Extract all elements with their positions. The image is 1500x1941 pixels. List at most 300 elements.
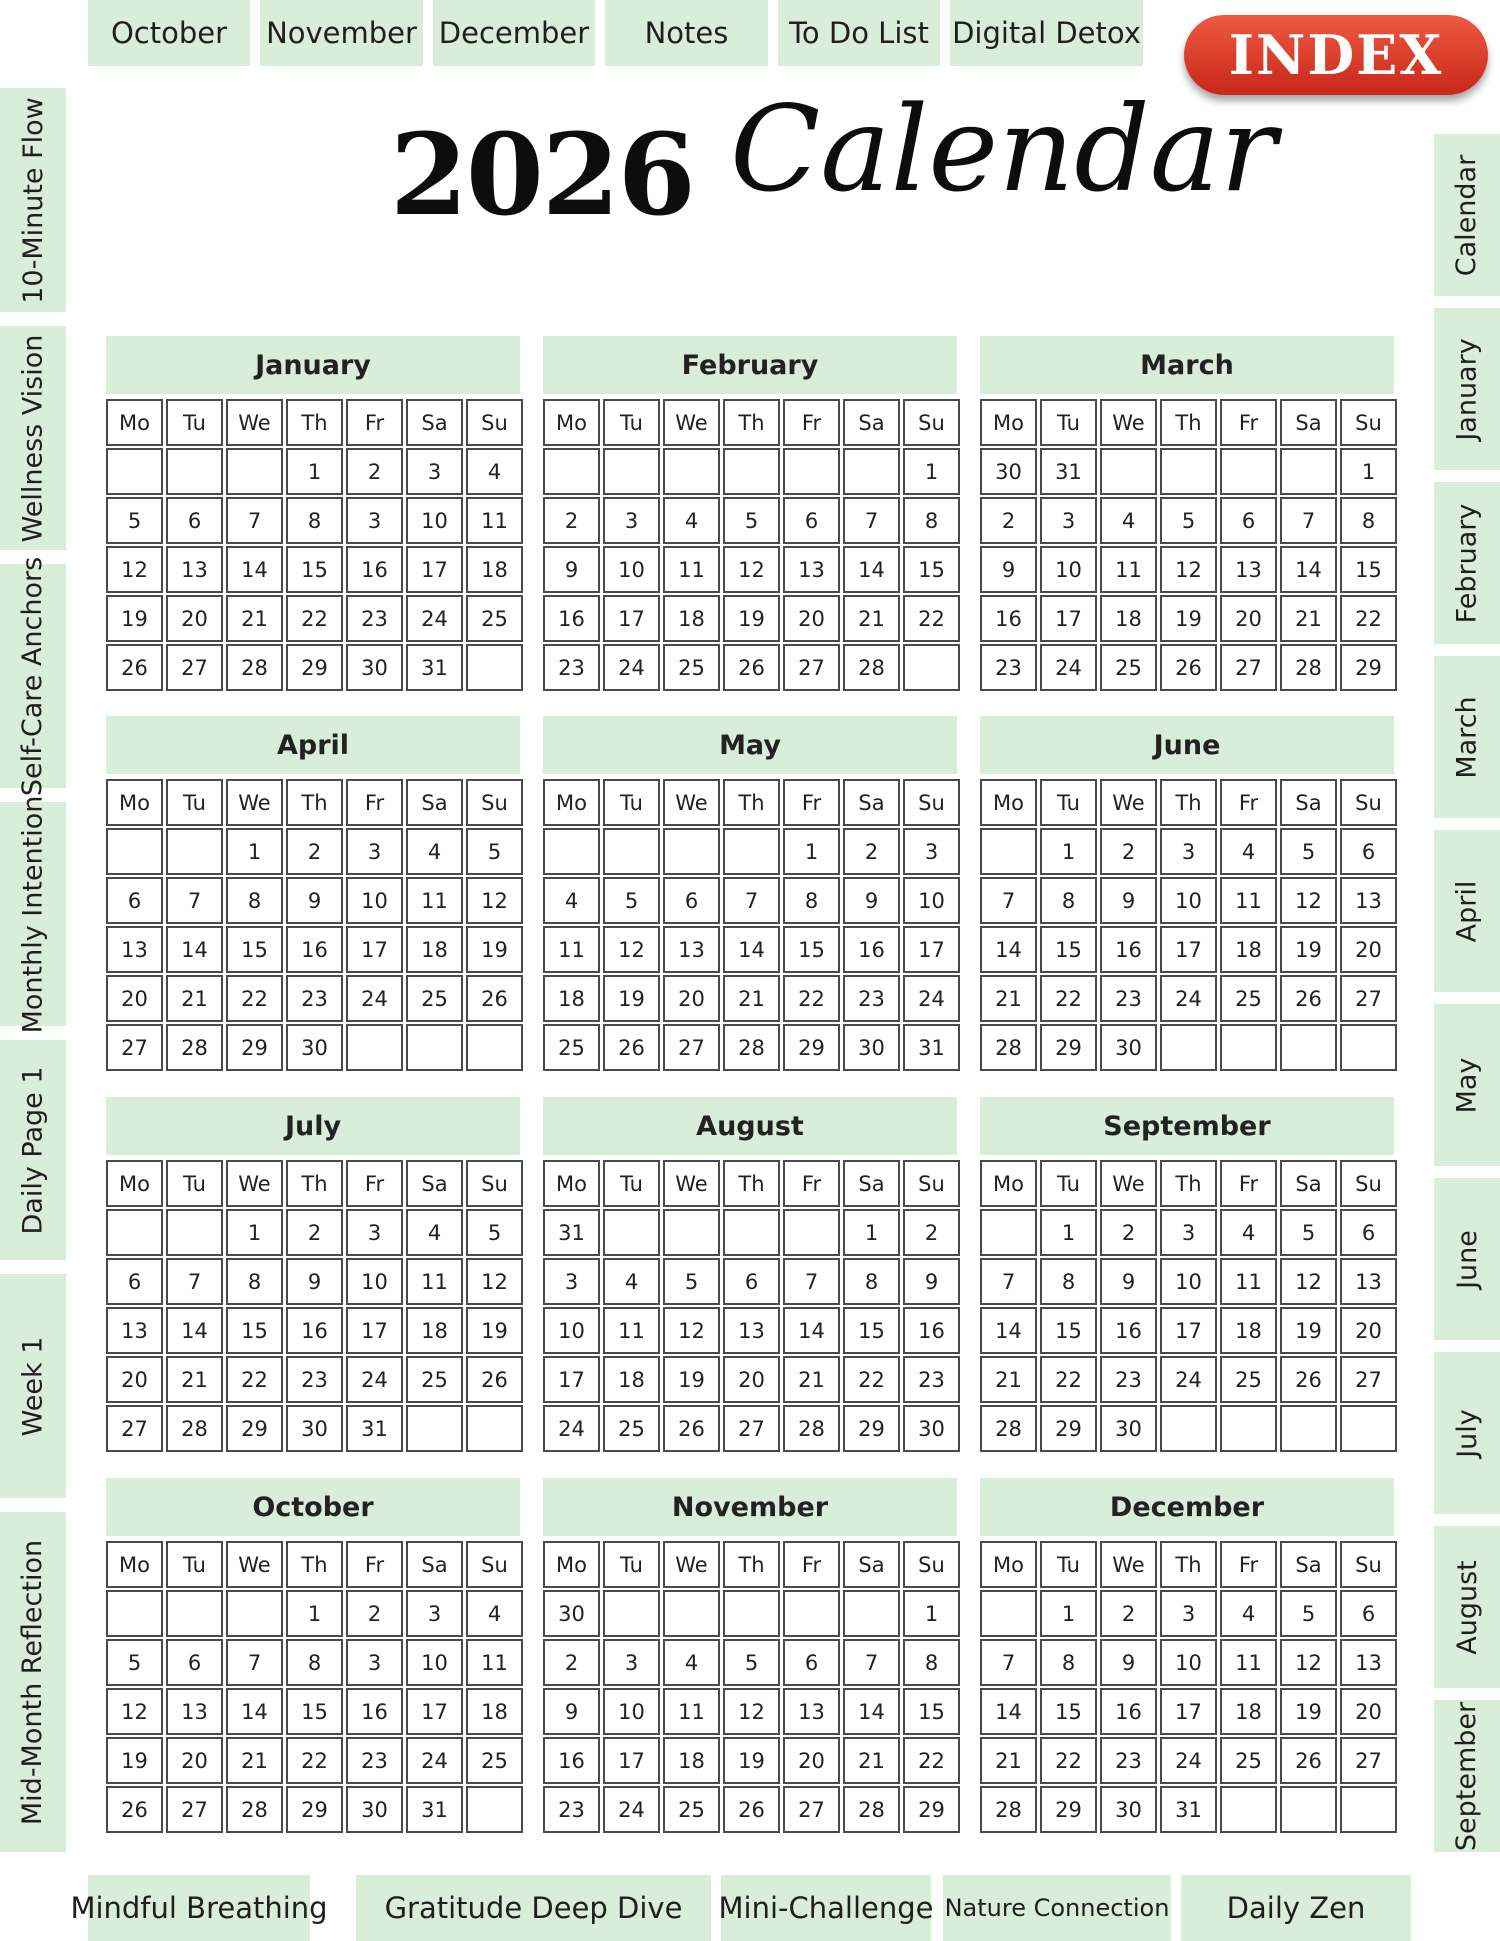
day-cell: 14 bbox=[166, 1307, 223, 1354]
empty-day-cell bbox=[466, 1024, 523, 1071]
day-cell: 12 bbox=[723, 546, 780, 593]
day-cell: 1 bbox=[1040, 1209, 1097, 1256]
tab-label: January bbox=[1451, 337, 1483, 441]
month-title: April bbox=[106, 716, 520, 774]
day-cell: 1 bbox=[286, 1590, 343, 1637]
day-cell: 15 bbox=[286, 1688, 343, 1735]
day-cell: 4 bbox=[1100, 497, 1157, 544]
day-cell: 21 bbox=[843, 1737, 900, 1784]
day-cell: 7 bbox=[980, 877, 1037, 924]
empty-day-cell bbox=[1160, 1405, 1217, 1452]
weekday-header: Fr bbox=[783, 399, 840, 446]
tab-mindful-breathing[interactable]: Mindful Breathing bbox=[88, 1875, 310, 1941]
empty-day-cell bbox=[980, 1209, 1037, 1256]
day-cell: 14 bbox=[226, 546, 283, 593]
day-cell: 27 bbox=[723, 1405, 780, 1452]
day-cell: 29 bbox=[1040, 1786, 1097, 1833]
day-cell: 1 bbox=[286, 448, 343, 495]
day-cell: 26 bbox=[106, 644, 163, 691]
day-cell: 10 bbox=[1160, 877, 1217, 924]
month-days-grid bbox=[980, 1541, 1394, 1833]
day-cell: 26 bbox=[466, 1356, 523, 1403]
day-cell: 2 bbox=[1100, 828, 1157, 875]
day-cell: 16 bbox=[980, 595, 1037, 642]
day-cell: 19 bbox=[603, 975, 660, 1022]
day-cell: 28 bbox=[226, 644, 283, 691]
tab-label: February bbox=[1451, 503, 1483, 623]
day-cell: 16 bbox=[843, 926, 900, 973]
weekday-header: Mo bbox=[980, 779, 1037, 826]
tab-may[interactable] bbox=[1434, 1004, 1500, 1166]
weekday-header: Th bbox=[286, 1160, 343, 1207]
day-cell: 3 bbox=[1160, 1590, 1217, 1637]
day-cell: 27 bbox=[166, 644, 223, 691]
day-cell: 20 bbox=[1340, 1307, 1397, 1354]
day-cell: 9 bbox=[543, 1688, 600, 1735]
day-cell: 26 bbox=[723, 1786, 780, 1833]
day-cell: 24 bbox=[603, 644, 660, 691]
weekday-header: Th bbox=[723, 1541, 780, 1588]
day-cell: 19 bbox=[466, 1307, 523, 1354]
weekday-header: Th bbox=[1160, 1541, 1217, 1588]
day-cell: 29 bbox=[843, 1405, 900, 1452]
weekday-header: We bbox=[1100, 399, 1157, 446]
empty-day-cell bbox=[1340, 1786, 1397, 1833]
day-cell: 4 bbox=[406, 828, 463, 875]
day-cell: 15 bbox=[1040, 926, 1097, 973]
day-cell: 15 bbox=[226, 926, 283, 973]
day-cell: 8 bbox=[1040, 1639, 1097, 1686]
empty-day-cell bbox=[346, 1024, 403, 1071]
day-cell: 2 bbox=[543, 497, 600, 544]
day-cell: 21 bbox=[980, 975, 1037, 1022]
day-cell: 4 bbox=[1220, 1590, 1277, 1637]
day-cell: 6 bbox=[166, 497, 223, 544]
tab-february[interactable] bbox=[1434, 482, 1500, 644]
weekday-header: Tu bbox=[1040, 1160, 1097, 1207]
day-cell: 10 bbox=[1160, 1639, 1217, 1686]
tab-calendar[interactable] bbox=[1434, 134, 1500, 296]
weekday-header: Mo bbox=[980, 399, 1037, 446]
weekday-header: Su bbox=[903, 399, 960, 446]
month-march bbox=[980, 336, 1394, 691]
tab-april[interactable] bbox=[1434, 830, 1500, 992]
day-cell: 3 bbox=[1160, 1209, 1217, 1256]
day-cell: 12 bbox=[663, 1307, 720, 1354]
month-days-grid bbox=[106, 1160, 520, 1452]
weekday-header: Sa bbox=[1280, 399, 1337, 446]
day-cell: 19 bbox=[1280, 926, 1337, 973]
day-cell: 13 bbox=[1340, 877, 1397, 924]
day-cell: 5 bbox=[106, 1639, 163, 1686]
tab-label: Mid-Month Reflection bbox=[17, 1539, 49, 1825]
day-cell: 8 bbox=[1040, 1258, 1097, 1305]
day-cell: 24 bbox=[1040, 644, 1097, 691]
day-cell: 16 bbox=[286, 1307, 343, 1354]
day-cell: 17 bbox=[603, 595, 660, 642]
day-cell: 19 bbox=[663, 1356, 720, 1403]
title-year: 2026 bbox=[390, 110, 694, 241]
day-cell: 2 bbox=[286, 828, 343, 875]
day-cell: 9 bbox=[1100, 877, 1157, 924]
empty-day-cell bbox=[543, 828, 600, 875]
day-cell: 12 bbox=[106, 546, 163, 593]
day-cell: 15 bbox=[903, 1688, 960, 1735]
empty-day-cell bbox=[663, 448, 720, 495]
day-cell: 28 bbox=[166, 1405, 223, 1452]
month-title: November bbox=[543, 1478, 957, 1536]
day-cell: 31 bbox=[406, 1786, 463, 1833]
day-cell: 28 bbox=[166, 1024, 223, 1071]
tab-november[interactable]: November bbox=[260, 0, 423, 66]
empty-day-cell bbox=[466, 1786, 523, 1833]
day-cell: 27 bbox=[783, 1786, 840, 1833]
weekday-header: Mo bbox=[543, 779, 600, 826]
weekday-header: We bbox=[663, 1160, 720, 1207]
day-cell: 15 bbox=[226, 1307, 283, 1354]
weekday-header: Mo bbox=[106, 1541, 163, 1588]
day-cell: 15 bbox=[843, 1307, 900, 1354]
weekday-header: Sa bbox=[406, 779, 463, 826]
tab-daily-zen[interactable]: Daily Zen bbox=[1181, 1875, 1411, 1941]
day-cell: 19 bbox=[723, 595, 780, 642]
tab-july[interactable] bbox=[1434, 1352, 1500, 1514]
tab-label: 10-Minute Flow bbox=[17, 96, 49, 304]
day-cell: 2 bbox=[980, 497, 1037, 544]
day-cell: 7 bbox=[980, 1639, 1037, 1686]
weekday-header: Fr bbox=[346, 1541, 403, 1588]
weekday-header: Th bbox=[723, 1160, 780, 1207]
empty-day-cell bbox=[603, 1209, 660, 1256]
day-cell: 14 bbox=[980, 926, 1037, 973]
day-cell: 7 bbox=[166, 877, 223, 924]
day-cell: 30 bbox=[543, 1590, 600, 1637]
day-cell: 24 bbox=[1160, 975, 1217, 1022]
tab-september[interactable] bbox=[1434, 1700, 1500, 1852]
day-cell: 3 bbox=[1160, 828, 1217, 875]
day-cell: 20 bbox=[106, 1356, 163, 1403]
weekday-header: Fr bbox=[783, 1160, 840, 1207]
day-cell: 4 bbox=[1220, 828, 1277, 875]
day-cell: 30 bbox=[346, 1786, 403, 1833]
day-cell: 1 bbox=[903, 1590, 960, 1637]
day-cell: 21 bbox=[980, 1356, 1037, 1403]
weekday-header: Th bbox=[723, 399, 780, 446]
day-cell: 14 bbox=[843, 1688, 900, 1735]
tab-monthly-intention[interactable] bbox=[0, 795, 66, 1033]
tab-mid-month-reflection[interactable] bbox=[0, 1512, 66, 1852]
day-cell: 29 bbox=[903, 1786, 960, 1833]
day-cell: 9 bbox=[843, 877, 900, 924]
weekday-header: Fr bbox=[1220, 1541, 1277, 1588]
day-cell: 12 bbox=[603, 926, 660, 973]
day-cell: 1 bbox=[843, 1209, 900, 1256]
day-cell: 11 bbox=[1220, 1258, 1277, 1305]
day-cell: 22 bbox=[1040, 1356, 1097, 1403]
weekday-header: Th bbox=[723, 779, 780, 826]
empty-day-cell bbox=[603, 448, 660, 495]
day-cell: 18 bbox=[1220, 1688, 1277, 1735]
tab-august[interactable] bbox=[1434, 1526, 1500, 1688]
weekday-header: Sa bbox=[1280, 779, 1337, 826]
empty-day-cell bbox=[226, 1590, 283, 1637]
day-cell: 16 bbox=[286, 926, 343, 973]
day-cell: 6 bbox=[166, 1639, 223, 1686]
day-cell: 1 bbox=[226, 1209, 283, 1256]
month-title: October bbox=[106, 1478, 520, 1536]
day-cell: 11 bbox=[1100, 546, 1157, 593]
day-cell: 17 bbox=[406, 1688, 463, 1735]
day-cell: 2 bbox=[1100, 1209, 1157, 1256]
weekday-header: Mo bbox=[980, 1541, 1037, 1588]
day-cell: 22 bbox=[1040, 975, 1097, 1022]
day-cell: 11 bbox=[1220, 1639, 1277, 1686]
day-cell: 23 bbox=[980, 644, 1037, 691]
day-cell: 13 bbox=[106, 1307, 163, 1354]
day-cell: 22 bbox=[903, 1737, 960, 1784]
day-cell: 16 bbox=[1100, 926, 1157, 973]
title-word: Calendar bbox=[730, 80, 1277, 218]
empty-day-cell bbox=[723, 1590, 780, 1637]
weekday-header: We bbox=[1100, 779, 1157, 826]
tab-10-minute-flow[interactable] bbox=[0, 88, 66, 312]
day-cell: 16 bbox=[903, 1307, 960, 1354]
empty-day-cell bbox=[166, 828, 223, 875]
day-cell: 28 bbox=[723, 1024, 780, 1071]
weekday-header: Su bbox=[466, 779, 523, 826]
tab-to-do-list[interactable]: To Do List bbox=[778, 0, 940, 66]
empty-day-cell bbox=[166, 1590, 223, 1637]
day-cell: 7 bbox=[226, 497, 283, 544]
tab-daily-page-1[interactable] bbox=[0, 1040, 66, 1260]
day-cell: 4 bbox=[663, 497, 720, 544]
day-cell: 24 bbox=[603, 1786, 660, 1833]
day-cell: 20 bbox=[106, 975, 163, 1022]
day-cell: 27 bbox=[1340, 1356, 1397, 1403]
empty-day-cell bbox=[1280, 1024, 1337, 1071]
day-cell: 6 bbox=[1340, 828, 1397, 875]
weekday-header: Su bbox=[466, 1160, 523, 1207]
tab-january[interactable] bbox=[1434, 308, 1500, 470]
day-cell: 13 bbox=[166, 546, 223, 593]
day-cell: 17 bbox=[1160, 1688, 1217, 1735]
day-cell: 21 bbox=[843, 595, 900, 642]
tab-digital-detox[interactable]: Digital Detox bbox=[950, 0, 1143, 66]
weekday-header: Mo bbox=[543, 399, 600, 446]
tab-label: March bbox=[1451, 695, 1483, 779]
day-cell: 19 bbox=[106, 595, 163, 642]
day-cell: 17 bbox=[1160, 926, 1217, 973]
day-cell: 2 bbox=[843, 828, 900, 875]
day-cell: 19 bbox=[106, 1737, 163, 1784]
month-title: February bbox=[543, 336, 957, 394]
day-cell: 9 bbox=[543, 546, 600, 593]
day-cell: 25 bbox=[1220, 1737, 1277, 1784]
day-cell: 3 bbox=[603, 1639, 660, 1686]
day-cell: 31 bbox=[346, 1405, 403, 1452]
month-days-grid bbox=[543, 1160, 957, 1452]
day-cell: 20 bbox=[166, 1737, 223, 1784]
index-button[interactable]: INDEX bbox=[1184, 15, 1488, 95]
day-cell: 16 bbox=[1100, 1307, 1157, 1354]
empty-day-cell bbox=[106, 1590, 163, 1637]
day-cell: 21 bbox=[226, 1737, 283, 1784]
day-cell: 27 bbox=[783, 644, 840, 691]
tab-nature-connection[interactable]: Nature Connection bbox=[943, 1875, 1171, 1941]
day-cell: 10 bbox=[603, 1688, 660, 1735]
day-cell: 4 bbox=[1220, 1209, 1277, 1256]
day-cell: 6 bbox=[1340, 1590, 1397, 1637]
day-cell: 30 bbox=[1100, 1786, 1157, 1833]
day-cell: 3 bbox=[346, 1209, 403, 1256]
day-cell: 24 bbox=[1160, 1737, 1217, 1784]
tab-mini-challenge[interactable]: Mini-Challenge bbox=[721, 1875, 931, 1941]
empty-day-cell bbox=[603, 1590, 660, 1637]
weekday-header: Sa bbox=[843, 399, 900, 446]
day-cell: 14 bbox=[843, 546, 900, 593]
weekday-header: Su bbox=[903, 779, 960, 826]
month-title: May bbox=[543, 716, 957, 774]
weekday-header: Th bbox=[1160, 779, 1217, 826]
day-cell: 30 bbox=[1100, 1405, 1157, 1452]
day-cell: 5 bbox=[1280, 1590, 1337, 1637]
weekday-header: We bbox=[226, 1160, 283, 1207]
tab-week-1[interactable] bbox=[0, 1274, 66, 1498]
day-cell: 5 bbox=[466, 828, 523, 875]
day-cell: 21 bbox=[980, 1737, 1037, 1784]
weekday-header: Fr bbox=[1220, 1160, 1277, 1207]
day-cell: 8 bbox=[1040, 877, 1097, 924]
day-cell: 30 bbox=[286, 1405, 343, 1452]
day-cell: 5 bbox=[663, 1258, 720, 1305]
day-cell: 2 bbox=[346, 1590, 403, 1637]
empty-day-cell bbox=[1280, 1786, 1337, 1833]
day-cell: 20 bbox=[1340, 1688, 1397, 1735]
tab-wellness-vision[interactable] bbox=[0, 326, 66, 550]
day-cell: 26 bbox=[663, 1405, 720, 1452]
day-cell: 22 bbox=[903, 595, 960, 642]
day-cell: 25 bbox=[406, 975, 463, 1022]
day-cell: 5 bbox=[106, 497, 163, 544]
day-cell: 18 bbox=[1100, 595, 1157, 642]
day-cell: 6 bbox=[723, 1258, 780, 1305]
day-cell: 11 bbox=[603, 1307, 660, 1354]
day-cell: 17 bbox=[346, 1307, 403, 1354]
day-cell: 14 bbox=[723, 926, 780, 973]
weekday-header: Sa bbox=[843, 1160, 900, 1207]
day-cell: 7 bbox=[843, 497, 900, 544]
day-cell: 12 bbox=[1280, 877, 1337, 924]
day-cell: 20 bbox=[783, 595, 840, 642]
day-cell: 1 bbox=[783, 828, 840, 875]
empty-day-cell bbox=[980, 1590, 1037, 1637]
day-cell: 17 bbox=[1160, 1307, 1217, 1354]
day-cell: 25 bbox=[466, 1737, 523, 1784]
empty-day-cell bbox=[166, 1209, 223, 1256]
weekday-header: We bbox=[226, 1541, 283, 1588]
empty-day-cell bbox=[783, 1209, 840, 1256]
empty-day-cell bbox=[1340, 1405, 1397, 1452]
tab-december[interactable]: December bbox=[433, 0, 595, 66]
day-cell: 25 bbox=[466, 595, 523, 642]
weekday-header: Fr bbox=[1220, 399, 1277, 446]
day-cell: 27 bbox=[106, 1024, 163, 1071]
day-cell: 28 bbox=[843, 644, 900, 691]
weekday-header: Su bbox=[466, 399, 523, 446]
day-cell: 19 bbox=[723, 1737, 780, 1784]
tab-june[interactable] bbox=[1434, 1178, 1500, 1340]
empty-day-cell bbox=[903, 644, 960, 691]
weekday-header: We bbox=[1100, 1160, 1157, 1207]
weekday-header: Fr bbox=[783, 1541, 840, 1588]
day-cell: 13 bbox=[106, 926, 163, 973]
day-cell: 3 bbox=[346, 1639, 403, 1686]
weekday-header: Mo bbox=[106, 1160, 163, 1207]
day-cell: 4 bbox=[406, 1209, 463, 1256]
day-cell: 8 bbox=[1340, 497, 1397, 544]
day-cell: 7 bbox=[723, 877, 780, 924]
day-cell: 7 bbox=[980, 1258, 1037, 1305]
day-cell: 25 bbox=[1100, 644, 1157, 691]
tab-october[interactable]: October bbox=[88, 0, 250, 66]
day-cell: 22 bbox=[1340, 595, 1397, 642]
tab-gratitude-deep-dive[interactable]: Gratitude Deep Dive bbox=[356, 1875, 711, 1941]
month-january bbox=[106, 336, 520, 691]
day-cell: 3 bbox=[1040, 497, 1097, 544]
day-cell: 28 bbox=[1280, 644, 1337, 691]
day-cell: 28 bbox=[843, 1786, 900, 1833]
day-cell: 15 bbox=[1040, 1688, 1097, 1735]
day-cell: 9 bbox=[1100, 1639, 1157, 1686]
day-cell: 31 bbox=[1160, 1786, 1217, 1833]
day-cell: 4 bbox=[543, 877, 600, 924]
month-february bbox=[543, 336, 957, 691]
day-cell: 23 bbox=[543, 1786, 600, 1833]
day-cell: 31 bbox=[406, 644, 463, 691]
day-cell: 18 bbox=[663, 595, 720, 642]
day-cell: 3 bbox=[346, 828, 403, 875]
day-cell: 18 bbox=[466, 546, 523, 593]
weekday-header: Th bbox=[286, 779, 343, 826]
day-cell: 19 bbox=[1280, 1307, 1337, 1354]
month-days-grid bbox=[106, 1541, 520, 1833]
day-cell: 25 bbox=[543, 1024, 600, 1071]
day-cell: 10 bbox=[543, 1307, 600, 1354]
day-cell: 24 bbox=[406, 595, 463, 642]
tab-label: Calendar bbox=[1451, 154, 1483, 276]
tab-notes[interactable]: Notes bbox=[605, 0, 768, 66]
day-cell: 15 bbox=[903, 546, 960, 593]
weekday-header: Su bbox=[903, 1541, 960, 1588]
tab-march[interactable] bbox=[1434, 656, 1500, 818]
day-cell: 7 bbox=[166, 1258, 223, 1305]
empty-day-cell bbox=[1340, 1024, 1397, 1071]
empty-day-cell bbox=[980, 828, 1037, 875]
empty-day-cell bbox=[406, 1405, 463, 1452]
empty-day-cell bbox=[1280, 448, 1337, 495]
day-cell: 23 bbox=[346, 1737, 403, 1784]
day-cell: 7 bbox=[226, 1639, 283, 1686]
day-cell: 30 bbox=[980, 448, 1037, 495]
day-cell: 14 bbox=[980, 1307, 1037, 1354]
tab-label: August bbox=[1451, 1559, 1483, 1655]
day-cell: 23 bbox=[543, 644, 600, 691]
empty-day-cell bbox=[466, 1405, 523, 1452]
day-cell: 11 bbox=[466, 1639, 523, 1686]
tab-self-care-anchors[interactable] bbox=[0, 556, 66, 796]
weekday-header: Fr bbox=[783, 779, 840, 826]
day-cell: 26 bbox=[603, 1024, 660, 1071]
